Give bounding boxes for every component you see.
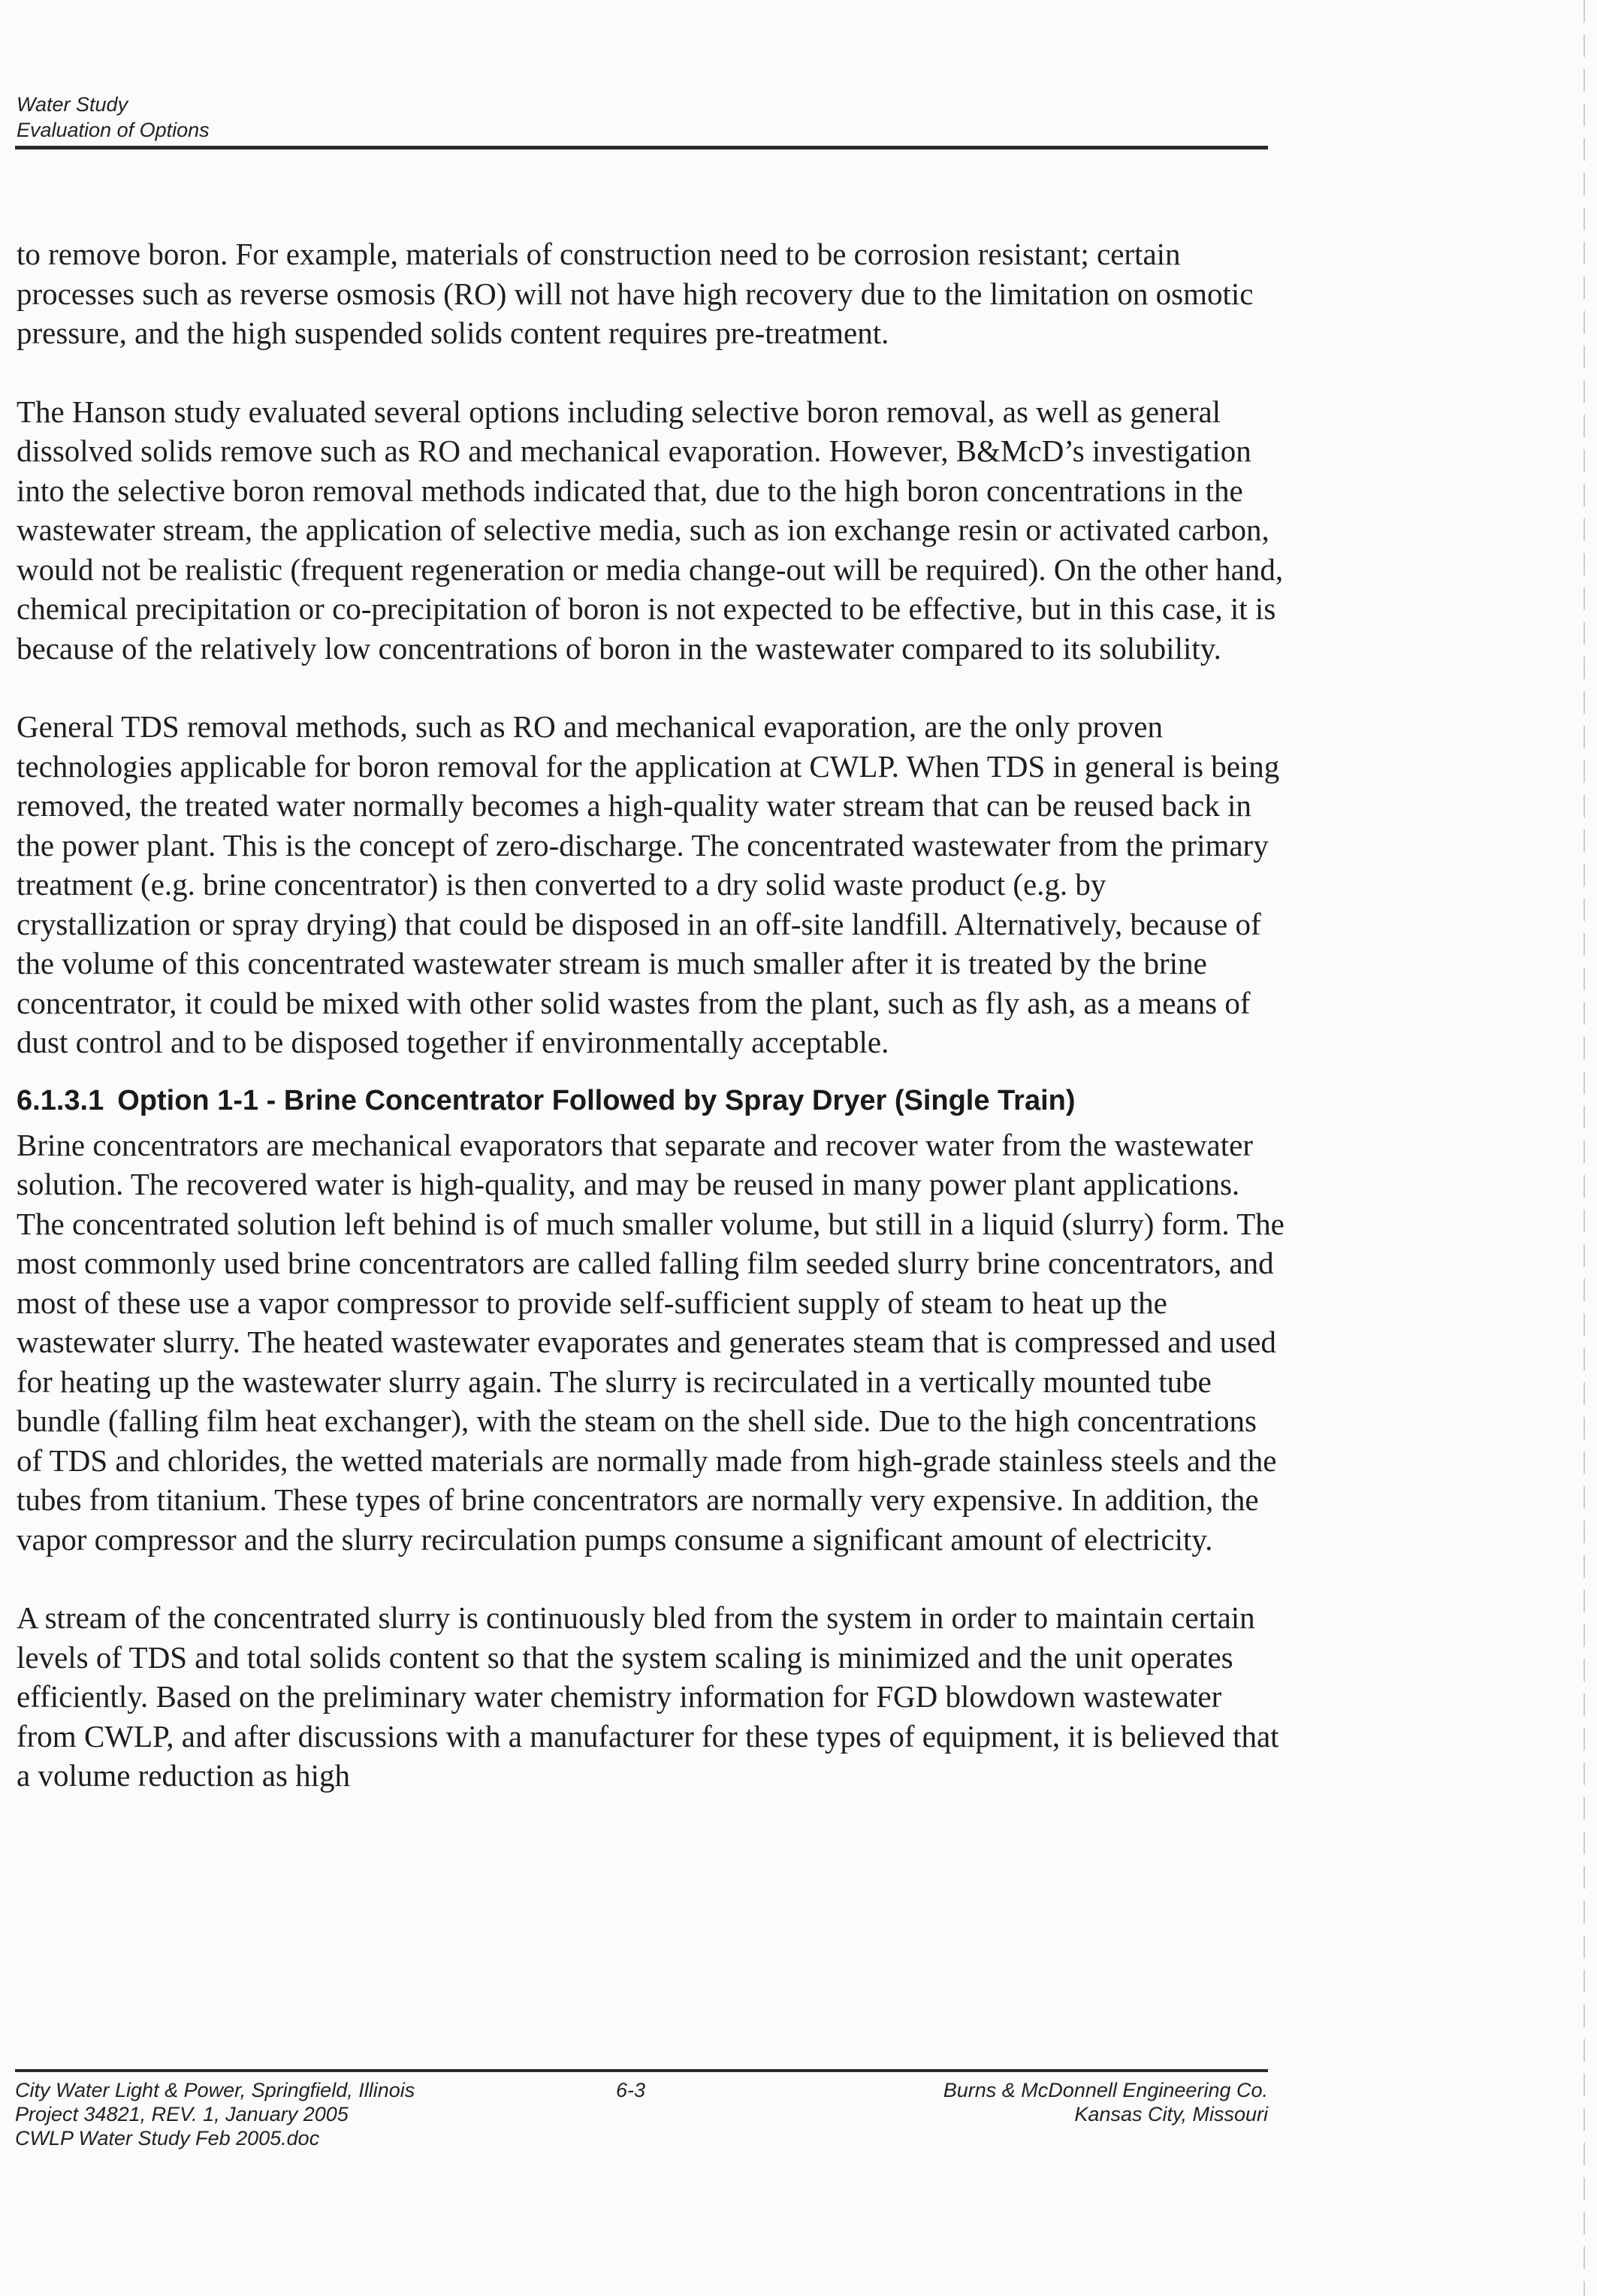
header-title: Water Study: [17, 93, 128, 116]
section-title: Option 1-1 - Brine Concentrator Followed by Spray Dryer (Single Train): [117, 1084, 1076, 1116]
paragraph: The Hanson study evaluated several options including selective boron removal, as well as general dissolved solids remove such as RO and mechanical evaporation. However, B&McD’s investigation into the selective boron removal methods indicated that, due to the high boron concentrations in the wastewater stream, the application of selective media, such as ion exchange resin or activated carbon, would not be realistic (frequent regeneration or media change-out will be required). On the other hand, chemical precipitation or co-precipitation of boron is not expected to be effective, but in this case, it is because of the relatively low concentrations of boron in the wastewater compared to its solubility.: [17, 394, 1284, 666]
running-header: [17, 92, 1263, 143]
footer-client: City Water Light & Power, Springfield, Illinois: [15, 2079, 415, 2101]
paragraph: Brine concentrators are mechanical evaporators that separate and recover water from the wastewater solution. The recovered water is high-quality, and may be reused in many power plant applications. The concentrated solution left behind is of much smaller volume, but still in a liquid (slurry) form. The most commonly used brine concentrators are called falling film seeded slurry brine concentrators, and most of these use a vapor compressor to provide self-sufficient supply of steam to heat up the wastewater slurry. The heated wastewater evaporates and generates steam that is compressed and used for heating up the wastewater slurry again. The slurry is recirculated in a vertically mounted tube bundle (falling film heat exchanger), with the steam on the shell side. Due to the high concentrations of TDS and chlorides, the wetted materials are normally made from high-grade stainless steels and the tubes from titanium. These types of brine concentrators are normally very expensive. In addition, the vapor compressor and the slurry recirculation pumps consume a significant amount of electricity.: [17, 1127, 1285, 1557]
footer-filename: CWLP Water Study Feb 2005.doc: [15, 2127, 320, 2149]
footer-company: Burns & McDonnell Engineering Co.: [943, 2079, 1268, 2101]
section-heading: [17, 1082, 1286, 1119]
paragraph: to remove boron. For example, materials of construction need to be corrosion resistant; certain processes such as reverse osmosis (RO) will not have high recovery due to the limitation on osmotic pressure, and the high suspended solids content requires pre-treatment.: [17, 237, 1254, 350]
section-number: 6.1.3.1: [17, 1084, 104, 1116]
footer-location: Kansas City, Missouri: [1074, 2103, 1268, 2125]
footer-left: [15, 2078, 586, 2150]
footer-project: Project 34821, REV. 1, January 2005: [15, 2103, 349, 2125]
paragraph: A stream of the concentrated slurry is continuously bled from the system in order to maintain certain levels of TDS and total solids content so that the system scaling is minimized and the unit operates efficiently. Based on the preliminary water chemistry information for FGD blowdown wastewater from CWLP, and after discussions with a manufacturer for these types of equipment, it is believed that a volume reduction as high: [17, 1600, 1279, 1793]
header-subtitle: Evaluation of Options: [17, 119, 210, 141]
header-rule: [15, 146, 1268, 150]
footer-right: [742, 2078, 1268, 2126]
footer-page-number: 6-3: [616, 2079, 646, 2101]
scan-edge-artifact: [1583, 0, 1585, 2296]
footer-rule: [15, 2069, 1268, 2072]
paragraph: General TDS removal methods, such as RO and mechanical evaporation, are the only proven technologies applicable for boron removal for the application at CWLP. When TDS in general is being removed, the treated water normally becomes a high-quality water stream that can be reused back in the power plant. This is the concept of zero-discharge. The concentrated wastewater from the primary treatment (e.g. brine concentrator) is then converted to a dry solid waste product (e.g. by crystallization or spray drying) that could be disposed in an off-site landfill. Alternatively, because of the volume of this concentrated wastewater stream is much smaller after it is treated by the brine concentrator, it could be mixed with other solid wastes from the plant, such as fly ash, as a means of dust control and to be disposed together if environmentally acceptable.: [17, 709, 1280, 1059]
body-content: [17, 234, 1286, 1835]
